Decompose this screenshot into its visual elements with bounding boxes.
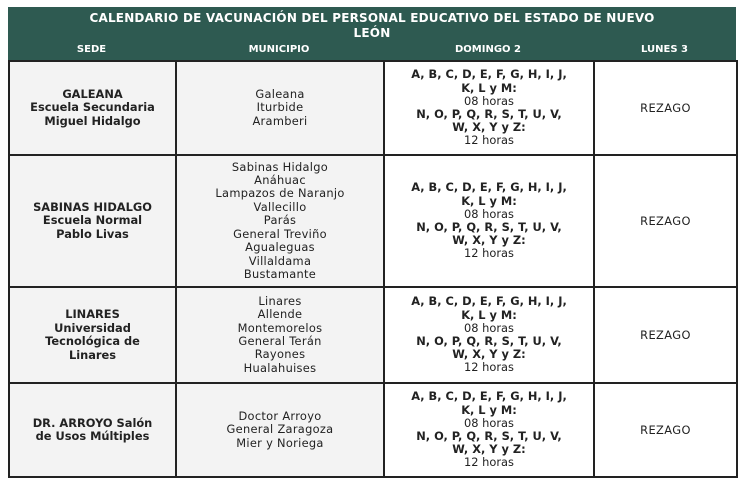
schedule-table: [8, 60, 738, 478]
calendar-title: [8, 7, 736, 39]
lunes-cell: REZAGO: [594, 383, 737, 477]
sede-cell: [9, 383, 176, 477]
group1-letters: A, B, C, D, E, F, G, H, I, J,: [411, 389, 567, 404]
header-lunes: LUNES 3: [641, 44, 688, 55]
municipio-name: Montemorelos: [237, 320, 323, 335]
sede-line: Tecnológica de: [45, 334, 140, 348]
group1-time: 08 horas: [464, 320, 514, 335]
sede-cell: [9, 61, 176, 155]
municipio-name: General Treviño: [233, 226, 327, 241]
municipio-name: Aramberi: [252, 113, 308, 128]
municipio-name: Linares: [258, 293, 302, 308]
municipio-name: Vallecillo: [253, 199, 307, 214]
group2-time: 12 horas: [464, 246, 514, 261]
group1-letters: A, B, C, D, E, F, G, H, I, J,: [411, 67, 567, 82]
domingo-cell: [384, 383, 594, 477]
sede-line: Pablo Livas: [56, 226, 129, 241]
lunes-cell: REZAGO: [594, 287, 737, 383]
municipio-cell: [176, 61, 384, 155]
table-row: [9, 61, 737, 155]
municipio-name: Anáhuac: [254, 173, 306, 188]
header-sede: SEDE: [76, 44, 107, 55]
sede-line: de Usos Múltiples: [35, 429, 150, 443]
group1-time: 08 horas: [464, 415, 514, 430]
column-header-row: [8, 39, 736, 60]
municipio-name: Galeana: [255, 86, 305, 101]
municipio-cell: [176, 155, 384, 287]
group1-letters-cont: K, L y M:: [461, 307, 517, 322]
group1-letters-cont: K, L y M:: [461, 80, 517, 95]
municipio-name: Sabinas Hidalgo: [231, 159, 329, 174]
sede-line: LINARES: [65, 307, 120, 321]
group1-letters-cont: K, L y M:: [461, 193, 517, 208]
municipio-name: Rayones: [254, 347, 306, 362]
municipio-name: General Zaragoza: [226, 422, 334, 437]
municipio-name: Agualeguas: [245, 240, 315, 255]
group2-letters-cont: W, X, Y y Z:: [452, 233, 526, 248]
table-row: [9, 383, 737, 477]
group2-letters-cont: W, X, Y y Z:: [452, 442, 526, 457]
sede-line: Universidad: [54, 320, 131, 335]
group1-time: 08 horas: [464, 93, 514, 108]
sede-line: Escuela Normal: [42, 213, 143, 228]
municipio-cell: [176, 287, 384, 383]
municipio-name: Lampazos de Naranjo: [215, 186, 345, 201]
sede-line: Miguel Hidalgo: [44, 113, 141, 128]
sede-line: Linares: [68, 347, 117, 362]
municipio-name: Bustamante: [243, 266, 317, 281]
domingo-cell: [384, 155, 594, 287]
group2-time: 12 horas: [464, 455, 514, 470]
group2-letters: N, O, P, Q, R, S, T, U, V,: [416, 107, 562, 121]
title-line-2: LEÓN: [353, 26, 391, 40]
title-line-1: CALENDARIO DE VACUNACIÓN DEL PERSONAL EDUCATIVO DEL ESTADO DE NUEVO: [89, 11, 655, 25]
municipio-cell: [176, 383, 384, 477]
sede-line: GALEANA: [62, 86, 123, 101]
domingo-cell: [384, 61, 594, 155]
sede-line: DR. ARROYO Salón: [32, 415, 153, 430]
group2-letters: N, O, P, Q, R, S, T, U, V,: [416, 429, 562, 443]
lunes-cell: REZAGO: [594, 155, 737, 287]
group2-letters: N, O, P, Q, R, S, T, U, V,: [416, 220, 562, 234]
vaccination-calendar: [8, 7, 736, 478]
group1-letters: A, B, C, D, E, F, G, H, I, J,: [411, 294, 567, 309]
municipio-name: Hualahuises: [243, 360, 317, 375]
group1-letters: A, B, C, D, E, F, G, H, I, J,: [411, 180, 567, 195]
lunes-cell: REZAGO: [594, 61, 737, 155]
municipio-name: Parás: [263, 213, 297, 228]
sede-line: SABINAS HIDALGO: [33, 199, 152, 214]
group2-letters: N, O, P, Q, R, S, T, U, V,: [416, 334, 562, 348]
group1-letters-cont: K, L y M:: [461, 402, 517, 417]
sede-cell: [9, 287, 176, 383]
group2-letters-cont: W, X, Y y Z:: [452, 347, 526, 362]
sede-cell: [9, 155, 176, 287]
municipio-name: Allende: [257, 307, 303, 322]
municipio-name: Mier y Noriega: [236, 435, 324, 450]
group2-time: 12 horas: [464, 133, 514, 148]
header-domingo: DOMINGO 2: [455, 44, 521, 55]
municipio-name: Villaldama: [248, 253, 312, 268]
header-municipio: MUNICIPIO: [248, 44, 310, 55]
group1-time: 08 horas: [464, 206, 514, 221]
group2-letters-cont: W, X, Y y Z:: [452, 120, 526, 135]
municipio-name: Doctor Arroyo: [238, 408, 322, 423]
municipio-name: Iturbide: [256, 100, 304, 115]
domingo-cell: [384, 287, 594, 383]
table-row: [9, 287, 737, 383]
table-row: [9, 155, 737, 287]
municipio-name: General Terán: [238, 334, 322, 348]
sede-line: Escuela Secundaria: [30, 100, 155, 115]
group2-time: 12 horas: [464, 360, 514, 375]
